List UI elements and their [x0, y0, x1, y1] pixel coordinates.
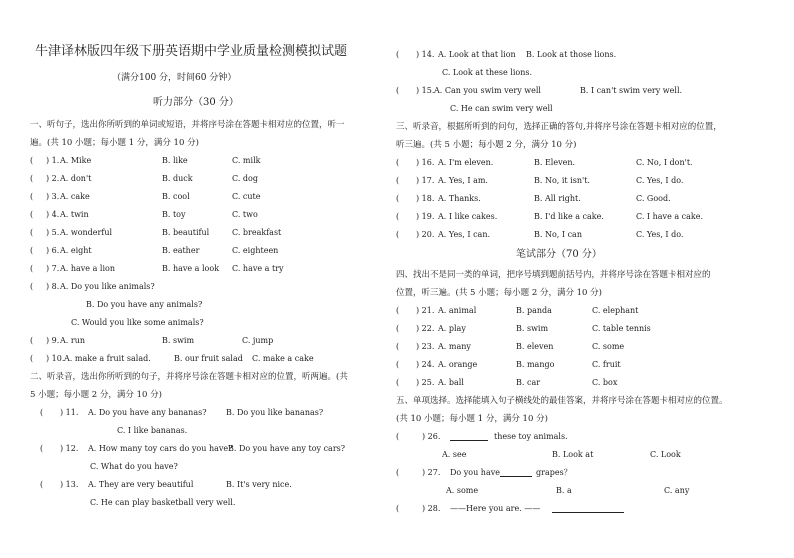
- question-number: ) 9.: [46, 336, 60, 345]
- section4-instruction-line1: 四、找出不是同一类的单词，把序号填到题前括号内，并将序号涂在答题卡相对应的: [396, 270, 711, 280]
- answer-bracket: (: [30, 282, 34, 291]
- option-a: A. Can you swim very well: [434, 86, 541, 95]
- answer-bracket: (: [396, 194, 400, 203]
- option-a: A. don't: [60, 174, 92, 183]
- option-c: C. cute: [232, 192, 261, 201]
- option-a: A. eight: [60, 246, 92, 255]
- option-b: B. duck: [162, 174, 193, 183]
- question-number: ) 24.: [416, 360, 435, 369]
- section1-instruction-line1: 一、听句子，选出你所听到的单词或短语，并将序号涂在答题卡相对应的位置，听一: [30, 120, 345, 130]
- option-a: A. orange: [438, 360, 478, 369]
- option-a: A. make a fruit salad.: [64, 354, 151, 363]
- answer-bracket: (: [396, 306, 400, 315]
- section2-instruction-line1: 二、听录音，选出你所听到的句子，并将序号涂在答题卡相对应的位置，听两遍。(共: [30, 372, 348, 382]
- option-b: B. a: [556, 486, 572, 495]
- answer-bracket: (: [40, 444, 44, 453]
- question-number: ) 14.: [416, 50, 435, 59]
- option-b: B. eather: [162, 246, 200, 255]
- option-b: B. our fruit salad: [174, 354, 243, 363]
- question-number: ) 5.: [46, 228, 60, 237]
- option-c: C. some: [592, 342, 625, 351]
- option-a: A. Do you have any bananas?: [88, 408, 207, 417]
- answer-bracket: (: [396, 212, 400, 221]
- question-number: ) 7.: [46, 264, 60, 273]
- question-number: ) 2.: [46, 174, 60, 183]
- question-number: ) 21.: [416, 306, 435, 315]
- option-b: B. have a look: [162, 264, 220, 273]
- answer-bracket: (: [396, 158, 400, 167]
- section4-instruction-line2: 位置，听三遍。(共 5 小题；每小题 2 分，满分 10 分): [396, 288, 602, 298]
- question-number: ) 16.: [416, 158, 435, 167]
- option-c: C. box: [592, 378, 618, 387]
- answer-bracket: (: [396, 468, 400, 477]
- question-number: ) 6.: [46, 246, 60, 255]
- option-b: B. It's very nice.: [226, 480, 292, 489]
- option-a: A. Mike: [60, 156, 92, 165]
- option-c: C. have a try: [232, 264, 284, 273]
- option-b: B. swim: [516, 324, 549, 333]
- section3-instruction-line1: 三、听录音，根据所听到的问句，选择正确的答句,并将序号涂在答题卡相对应的位置，: [396, 122, 722, 132]
- option-a: A. I like cakes.: [438, 212, 498, 221]
- option-a: A. some: [446, 486, 479, 495]
- question-number: ) 11.: [60, 408, 79, 417]
- option-a: A. I'm eleven.: [438, 158, 494, 167]
- answer-bracket: (: [396, 324, 400, 333]
- exam-subtitle: （满分100 分，时间60 分钟）: [112, 73, 237, 83]
- question-13-option-c: C. He can play basketball very well.: [90, 498, 236, 507]
- question-11-option-c: C. I like bananas.: [117, 426, 188, 435]
- option-b: B. panda: [516, 306, 552, 315]
- question-number: ) 3.: [46, 192, 60, 201]
- option-b: B. Look at: [552, 450, 594, 459]
- section2-instruction-line2: 5 小题；每小题 2 分，满分 10 分): [30, 390, 162, 400]
- option-a: A. Thanks.: [438, 194, 481, 203]
- section5-instruction-line1: 五、单项选择。选择能填入句子横线处的最佳答案，并将序号涂在答题卡相对应的位置。: [396, 396, 728, 406]
- section1-instruction-line2: 遍。(共 10 小题；每小题 1 分，满分 10 分): [30, 138, 199, 148]
- option-a: A. animal: [438, 306, 477, 315]
- option-b: B. eleven: [516, 342, 554, 351]
- answer-blank: [450, 432, 488, 444]
- option-a: A. cake: [60, 192, 90, 201]
- option-c: C. jump: [242, 336, 274, 345]
- option-c: C. table tennis: [592, 324, 651, 333]
- question-number: ) 27.: [422, 468, 441, 477]
- answer-bracket: (: [30, 156, 34, 165]
- option-b: B. Do you have any toy cars?: [228, 444, 346, 453]
- question-text-before: Do you have: [450, 468, 500, 477]
- option-b: B. Eleven.: [534, 158, 576, 167]
- option-b: B. All right.: [534, 194, 581, 203]
- option-a: A. Do you like animals?: [60, 282, 155, 291]
- option-c: C. two: [232, 210, 258, 219]
- option-c: C. eighteen: [232, 246, 279, 255]
- option-b: B. like: [162, 156, 188, 165]
- answer-bracket: (: [396, 432, 400, 441]
- option-c: C. fruit: [592, 360, 621, 369]
- option-c: C. Yes, I do.: [636, 176, 684, 185]
- option-b: B. I'd like a cake.: [534, 212, 604, 221]
- answer-bracket: (: [30, 174, 34, 183]
- question-number: ) 1.: [46, 156, 60, 165]
- option-c: C. elephant: [592, 306, 639, 315]
- answer-bracket: (: [30, 210, 34, 219]
- option-c: C. breakfast: [232, 228, 282, 237]
- answer-bracket: (: [30, 354, 34, 363]
- question-12-option-c: C. What do you have?: [90, 462, 178, 471]
- option-a: A. play: [438, 324, 466, 333]
- question-number: ) 4.: [46, 210, 60, 219]
- option-a: A. many: [438, 342, 471, 351]
- option-b: B. Look at those lions.: [526, 50, 617, 59]
- question-number: ) 18.: [416, 194, 435, 203]
- option-c: C. any: [664, 486, 690, 495]
- question-15-option-c: C. He can swim very well: [450, 104, 553, 113]
- question-number: ) 10.: [46, 354, 65, 363]
- answer-blank: [552, 504, 624, 516]
- option-b: B. swim: [162, 336, 195, 345]
- question-text: these toy animals.: [494, 432, 568, 441]
- option-c: C. milk: [232, 156, 261, 165]
- answer-bracket: (: [396, 176, 400, 185]
- option-c: C. Yes, I do.: [636, 230, 684, 239]
- question-number: ) 19.: [416, 212, 435, 221]
- question-8-option-c: C. Would you like some animals?: [71, 318, 204, 327]
- question-number: ) 25.: [416, 378, 435, 387]
- answer-bracket: (: [30, 228, 34, 237]
- option-c: C. dog: [232, 174, 258, 183]
- option-a: A. ball: [438, 378, 464, 387]
- answer-bracket: (: [40, 408, 44, 417]
- question-number: ) 13.: [60, 480, 79, 489]
- listening-header: 听力部分（30 分）: [153, 97, 239, 108]
- question-text-after: grapes？: [536, 468, 572, 477]
- option-b: B. Do you like bananas?: [226, 408, 324, 417]
- option-a: A. Look at that lion: [438, 50, 516, 59]
- answer-bracket: (: [30, 192, 34, 201]
- option-a: A. have a lion: [60, 264, 115, 273]
- option-c: C. I have a cake.: [636, 212, 704, 221]
- answer-bracket: (: [30, 336, 34, 345]
- question-number: ) 26.: [422, 432, 441, 441]
- answer-bracket: (: [30, 246, 34, 255]
- section3-instruction-line2: 听三遍。(共 5 小题；每小题 2 分，满分 10 分): [396, 140, 577, 150]
- answer-bracket: (: [396, 504, 400, 513]
- option-c: C. Look: [650, 450, 681, 459]
- exam-title: 牛津译林版四年级下册英语期中学业质量检测模拟试题: [35, 44, 348, 59]
- question-number: ) 15.: [416, 86, 435, 95]
- question-number: ) 12.: [60, 444, 79, 453]
- answer-bracket: (: [30, 264, 34, 273]
- question-number: ) 17.: [416, 176, 435, 185]
- option-b: B. mango: [516, 360, 555, 369]
- option-a: A. run: [60, 336, 85, 345]
- option-a: A. How many toy cars do you have?: [88, 444, 233, 453]
- option-b: B. cool: [162, 192, 190, 201]
- section5-instruction-line2: (共 10 小题；每小题 1 分，满分 10 分): [396, 414, 548, 424]
- answer-bracket: (: [396, 378, 400, 387]
- option-b: B. No, I can: [534, 230, 582, 239]
- option-b: B. I can't swim very well.: [580, 86, 683, 95]
- option-a: A. Yes, I can.: [438, 230, 491, 239]
- answer-bracket: (: [396, 50, 400, 59]
- option-a: A. twin: [60, 210, 89, 219]
- option-c: C. Good.: [636, 194, 671, 203]
- writing-header: 笔试部分（70 分）: [516, 249, 602, 260]
- question-number: ) 22.: [416, 324, 435, 333]
- option-a: A. They are very beautiful: [88, 480, 194, 489]
- answer-bracket: (: [396, 360, 400, 369]
- answer-bracket: (: [396, 342, 400, 351]
- option-b: B. toy: [162, 210, 186, 219]
- option-a: A. see: [442, 450, 467, 459]
- option-a: A. Yes, I am.: [438, 176, 488, 185]
- option-b: B. beautiful: [162, 228, 210, 237]
- question-number: ) 23.: [416, 342, 435, 351]
- question-number: ) 20.: [416, 230, 435, 239]
- question-14-option-c: C. Look at these lions.: [442, 68, 533, 77]
- option-c: C. No, I don't.: [636, 158, 693, 167]
- question-text: ——Here you are. ——: [450, 504, 541, 513]
- option-c: C. make a cake: [252, 354, 314, 363]
- question-number: ) 28.: [422, 504, 441, 513]
- answer-bracket: (: [396, 86, 400, 95]
- question-8-option-b: B. Do you have any animals?: [86, 300, 203, 309]
- answer-bracket: (: [396, 230, 400, 239]
- option-a: A. wonderful: [60, 228, 113, 237]
- answer-blank: [500, 468, 532, 480]
- option-b: B. car: [516, 378, 541, 387]
- option-b: B. No, it isn't.: [534, 176, 590, 185]
- answer-bracket: (: [40, 480, 44, 489]
- question-number: ) 8.: [46, 282, 60, 291]
